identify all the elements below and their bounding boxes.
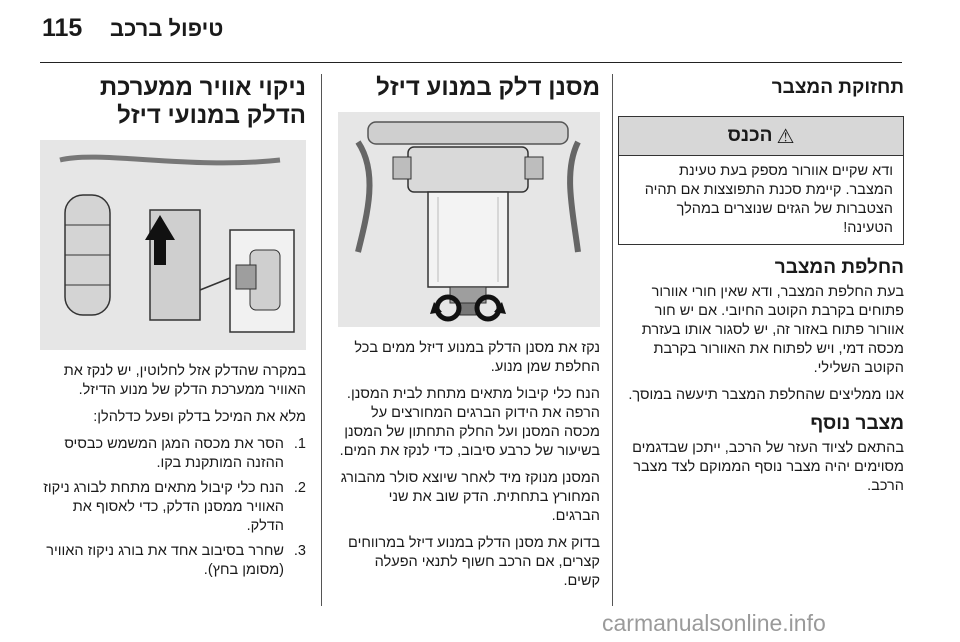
- extra-battery-heading: מצבר נוסף: [810, 413, 904, 434]
- battery-maintenance-column: [618, 74, 904, 504]
- fuel-filter-p2: הנח כלי קיבול מתאים מתחת לבית המסנן. הרפה את הידוק הברגים המחורצים על מכסה המסנן ועל החלק התחתון של המסנן בשיעור של כרבע סיבוב, כדי לנקז את המים.: [339, 386, 600, 459]
- diesel-bleeding-column: [40, 74, 306, 586]
- bleeding-p2: מלא את המיכל בדלק ופעל כדלהלן:: [93, 409, 306, 425]
- page-header: [0, 0, 960, 62]
- diesel-fuel-filter-column: [338, 74, 600, 599]
- warning-triangle-icon: ⚠: [776, 125, 795, 148]
- step-text: הנח כלי קיבול מתאים מתחת לבורג ניקוז האוויר ממסנן הדלק, כדי לאסוף את הדלק.: [43, 480, 284, 534]
- diesel-bleeding-title: ניקוי אוויר ממערכת הדלק במנועי דיזל: [99, 74, 306, 129]
- fuel-filter-illustration: [338, 112, 600, 327]
- caution-box: [618, 116, 904, 245]
- step-item: [40, 479, 306, 536]
- battery-replacement-p2: אנו ממליצים שהחלפת המצבר תיעשה במוסך.: [628, 387, 904, 403]
- step-number: 3.: [293, 543, 306, 559]
- caution-label: הכנס: [727, 125, 773, 146]
- watermark: carmanualsonline.info: [602, 610, 826, 636]
- header-rule: [40, 62, 902, 63]
- fuel-filter-p1: נקז את מסנן הדלק במנוע דיזל ממים בכל החלפת שמן מנוע.: [354, 340, 600, 375]
- step-text: שחרר בסיבוב אחד את בורג ניקוז האוויר (מסומן בחץ).: [46, 543, 284, 578]
- page-number: 115: [42, 14, 83, 42]
- extra-battery-p1: בהתאם לציוד העזר של הרכב, ייתכן שבדגמים מסוימים יהיה מצבר נוסף הממוקם לצד מצבר הרכב.: [632, 440, 904, 494]
- fuel-filter-p4: בדוק את מסנן הדלק במנוע דיזל במרווחים קצרים, אם הרכב חשוף לתנאי הפעלה קשים.: [348, 535, 600, 589]
- step-text: הסר את מכסה המגן המשמש כבסיס ההזנה המותקנת בקו.: [64, 436, 284, 471]
- caution-header: [619, 117, 903, 156]
- caution-body: [619, 156, 903, 244]
- fuel-filter-p3: המסנן מנוקז מיד לאחר שיוצא סולר מהבורג המחורץ בתחתית. הדק שוב את שני הברגים.: [340, 470, 600, 524]
- bleeding-p1: במקרה שהדלק אזל לחלוטין, יש לנקז את האוויר ממערכת הדלק של מנוע הדיזל.: [63, 363, 306, 398]
- step-item: [40, 542, 306, 580]
- section-title: טיפול ברכב: [110, 16, 224, 41]
- battery-replacement-p1: בעת החלפת המצבר, ודא שאין חורי אוורור פתוחים בקרבת הקוטב החיובי. אם יש חור אוורור פתוח באזור זה, יש לסגור אותו בעזרת מכסה דמי, ויש לפתוח את האוורור בקרבת הקוטב השלילי.: [641, 284, 904, 376]
- step-item: [40, 435, 306, 473]
- column-divider-left: [321, 74, 322, 606]
- step-number: 1.: [293, 436, 306, 452]
- battery-maintenance-title: תחזוקת המצבר: [771, 77, 904, 98]
- battery-replacement-heading: החלפת המצבר: [774, 257, 904, 278]
- bleeding-steps: [40, 435, 306, 580]
- step-number: 2.: [293, 480, 306, 496]
- diesel-fuel-filter-title: מסנן דלק במנוע דיזל: [376, 74, 600, 101]
- column-divider-right: [612, 74, 613, 606]
- caution-text: ודא שקיים אוורור מספק בעת טעינת המצבר. קיימת סכנת התפוצצות אם תהיה הצטברות של הגזים שנוצרים במהלך הטעינה!: [644, 163, 893, 236]
- bleed-screw-illustration: [40, 140, 306, 350]
